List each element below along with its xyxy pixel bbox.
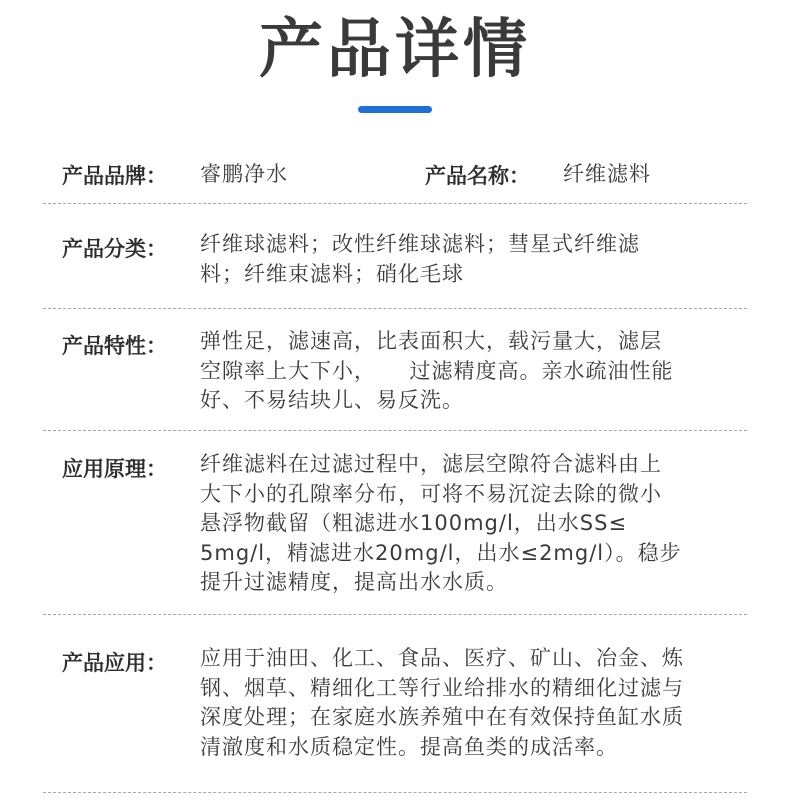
application-line: 钢、烟草、精细化工等行业给排水的精细化过滤与: [200, 675, 684, 700]
category-line: 纤维球滤料；改性纤维球滤料；彗星式纤维滤: [200, 232, 640, 256]
divider: [43, 203, 747, 204]
application-value: [200, 644, 748, 762]
brand-value: 睿鹏净水: [200, 162, 288, 186]
features-label: 产品特性：: [62, 334, 167, 358]
divider: [43, 430, 747, 431]
principle-label: 应用原理：: [62, 457, 167, 481]
divider: [43, 614, 747, 615]
divider: [43, 308, 747, 309]
application-line: 清澈度和水质稳定性。提高鱼类的成活率。: [200, 734, 618, 759]
name-value: 纤维滤料: [563, 162, 651, 186]
features-value: [200, 327, 748, 416]
application-label: 产品应用：: [62, 651, 167, 675]
page-title: 产品详情: [259, 13, 531, 87]
principle-line: 大下小的孔隙率分布，可将不易沉淀去除的微小: [200, 481, 662, 506]
application-line: 深度处理；在家庭水族养殖中在有效保持鱼缸水质: [200, 705, 684, 729]
principle-line: 5mg/l，精滤进水20mg/l，出水≤2mg/l）。稳步: [200, 540, 682, 565]
category-label: 产品分类：: [62, 237, 167, 261]
features-line: 好、不易结块儿、易反洗。: [200, 388, 464, 412]
principle-line: 纤维滤料在过滤过程中，滤层空隙符合滤料由上: [200, 452, 662, 476]
category-value: [200, 230, 748, 289]
brand-label: 产品品牌：: [62, 164, 167, 188]
principle-line: 提升过滤精度，提高出水水质。: [200, 570, 508, 594]
features-line: 弹性足，滤速高，比表面积大，载污量大，滤层: [200, 329, 662, 353]
name-label: 产品名称：: [425, 164, 530, 188]
application-line: 应用于油田、化工、食品、医疗、矿山、冶金、炼: [200, 646, 684, 670]
title-accent-bar: [358, 106, 432, 113]
divider: [43, 792, 747, 793]
category-line: 料；纤维束滤料；硝化毛球: [200, 261, 464, 286]
features-line: 空隙率上大下小， 过滤精度高。亲水疏油性能: [200, 358, 674, 383]
principle-value: [200, 450, 748, 598]
principle-line: 悬浮物截留（粗滤进水100mg/l，出水SS≤: [200, 511, 628, 535]
